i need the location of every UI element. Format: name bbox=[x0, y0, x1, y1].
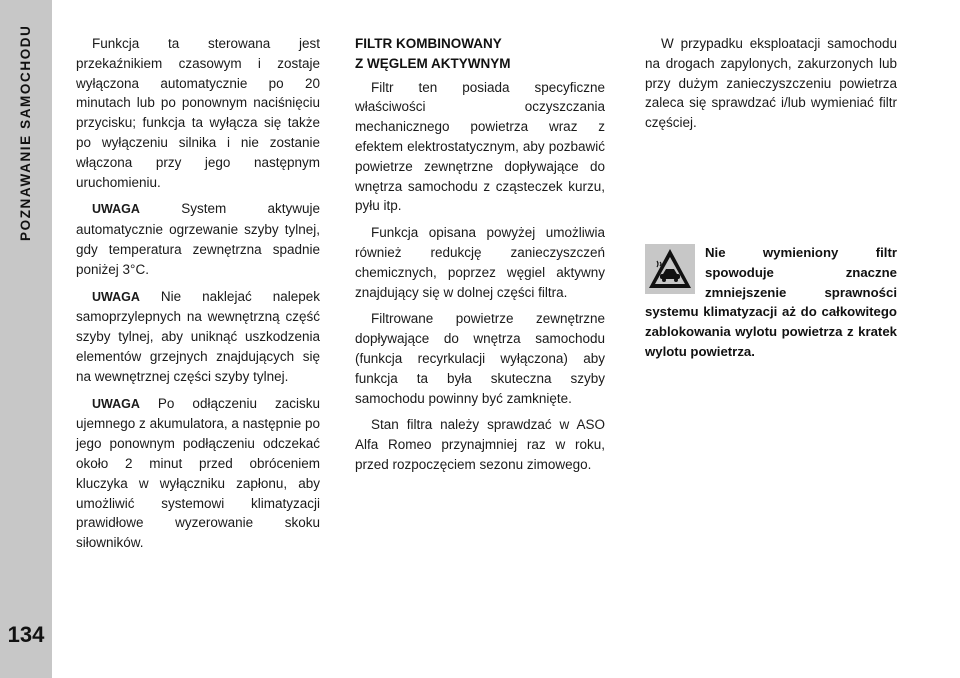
paragraph: Funkcja ta sterowana jest przekaźnikiem czasowym i zostaje wyłączona automatycznie po 20 minutach lub po ponownym naciśnięciu przycisku; funkcja ta wyłącza się także po wyłączeniu silnika i nie zostanie włączona przy jego następnym uruchomieniu. bbox=[76, 36, 320, 190]
paragraph: Funkcja opisana powyżej umożliwia również redukcję zanieczyszczeń chemicznych, poprzez węgiel aktywny znajdujący się w dolnej części filtra. bbox=[355, 225, 605, 300]
section-heading bbox=[355, 34, 605, 74]
note-label: UWAGA bbox=[92, 202, 140, 217]
note-text: System aktywuje automatycznie ogrzewanie szyby tylnej, gdy temperatura zewnętrzna spadnie poniżej 3°C. bbox=[76, 201, 320, 277]
paragraph: Stan filtra należy sprawdzać w ASO Alfa Romeo przynajmniej raz w roku, przed rozpoczęciem sezonu zimowego. bbox=[355, 417, 605, 472]
sidebar bbox=[0, 0, 52, 678]
note-text: Po odłączeniu zacisku ujemnego z akumulatora, a następnie po jego ponownym podłączeniu odczekać około 2 minut przed obróceniem kluczyka w wyłączniku zapłonu, aby umożliwić systemowi klimatyzacji prawidłowe wyzerowanie skoku siłowników. bbox=[76, 395, 320, 551]
car-warning-triangle-icon bbox=[645, 244, 695, 294]
section-title: POZNAWANIE SAMOCHODU bbox=[18, 24, 33, 241]
paragraph: W przypadku eksploatacji samochodu na drogach zapylonych, zakurzonych lub przy dużym zanieczyszczeniu powietrza zaleca się sprawdzać i/lub wymieniać filtr częściej. bbox=[645, 36, 897, 131]
note-paragraph bbox=[76, 199, 320, 279]
note-text: Nie naklejać nalepek samoprzylepnych na wewnętrzną część szyby tylnej, aby uniknąć uszkodzenia elementów grzejnych znajdujących się na wewnętrznej części szyby tylnej. bbox=[76, 288, 320, 384]
note-label: UWAGA bbox=[92, 289, 140, 304]
warning-text: Nie wymieniony filtr spowoduje znaczne zmniejszenie sprawności systemu klimatyzacji aż do całkowitego zablokowania wylotu powietrza z kratek wylotu powietrza. bbox=[645, 245, 897, 359]
warning-box bbox=[645, 243, 897, 362]
column-right bbox=[645, 34, 897, 140]
note-paragraph bbox=[76, 394, 320, 553]
heading-line: Z WĘGLEM AKTYWNYM bbox=[355, 55, 511, 71]
note-paragraph bbox=[76, 287, 320, 387]
note-label: UWAGA bbox=[92, 396, 140, 411]
page-number: 134 bbox=[7, 622, 45, 647]
paragraph: Filtrowane powietrze zewnętrzne dopływające do wnętrza samochodu (funkcja recyrkulacji wyłączona) aby funkcja ta była skuteczna szyby samochodu powinny być zamknięte. bbox=[355, 311, 605, 406]
paragraph: Filtr ten posiada specyficzne właściwości oczyszczania mechanicznego powietrza wraz z efektem elektrostatycznym, aby pozbawić powietrze zewnętrzne dopływające do wnętrza samochodu z cząsteczek kurzu, pyłu itp. bbox=[355, 79, 605, 214]
heading-line: FILTR KOMBINOWANY bbox=[355, 36, 502, 51]
column-middle bbox=[355, 34, 605, 482]
column-left bbox=[76, 34, 320, 560]
